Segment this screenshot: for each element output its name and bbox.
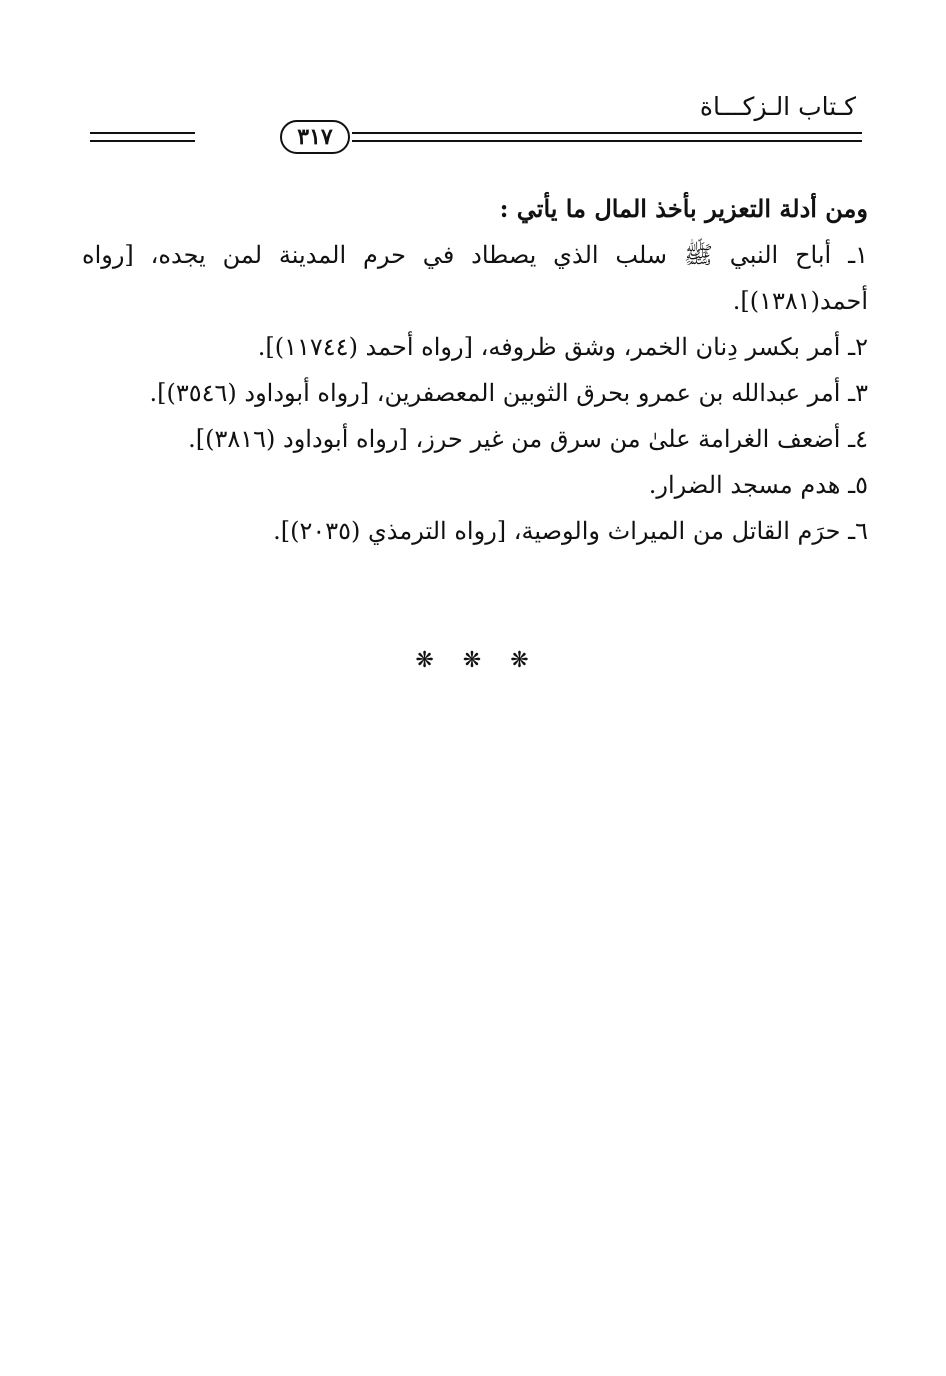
list-item: ٢ـ أمر بكسر دِنان الخمر، وشق ظروفه، [رواه أحمد (١١٧٤٤)]. [257, 333, 868, 361]
section-intro: ومن أدلة التعزير بأخذ المال ما يأتي : [499, 194, 868, 223]
header-rule [90, 118, 862, 158]
list-item: ٤ـ أضعف الغرامة علىٰ من سرق من غير حرز، [رواه أبوداود (٣٨١٦)]. [188, 425, 868, 453]
list-item: ٦ـ حرَم القاتل من الميراث والوصية، [رواه الترمذي (٢٠٣٥)]. [273, 517, 868, 545]
header-rule-left [90, 132, 195, 143]
header-rule-right [352, 132, 862, 143]
evidence-list [82, 232, 868, 554]
main-text [82, 186, 868, 554]
list-item: ٥ـ هدم مسجد الضرار. [648, 471, 868, 499]
page-number: ٣١٧ [280, 120, 350, 154]
section-separator: ❋ ❋ ❋ [415, 648, 531, 673]
list-item: ٣ـ أمر عبدالله بن عمرو بحرق الثوبين المعصفرين، [رواه أبوداود (٣٥٤٦)]. [149, 379, 868, 407]
running-head-title: كـتاب الـزكـــاة [699, 92, 856, 121]
list-item: ١ـ أباح النبي ﷺ سلب الذي يصطاد في حرم المدينة لمن يجده، [رواه أحمد(١٣٨١)]. [82, 241, 868, 315]
